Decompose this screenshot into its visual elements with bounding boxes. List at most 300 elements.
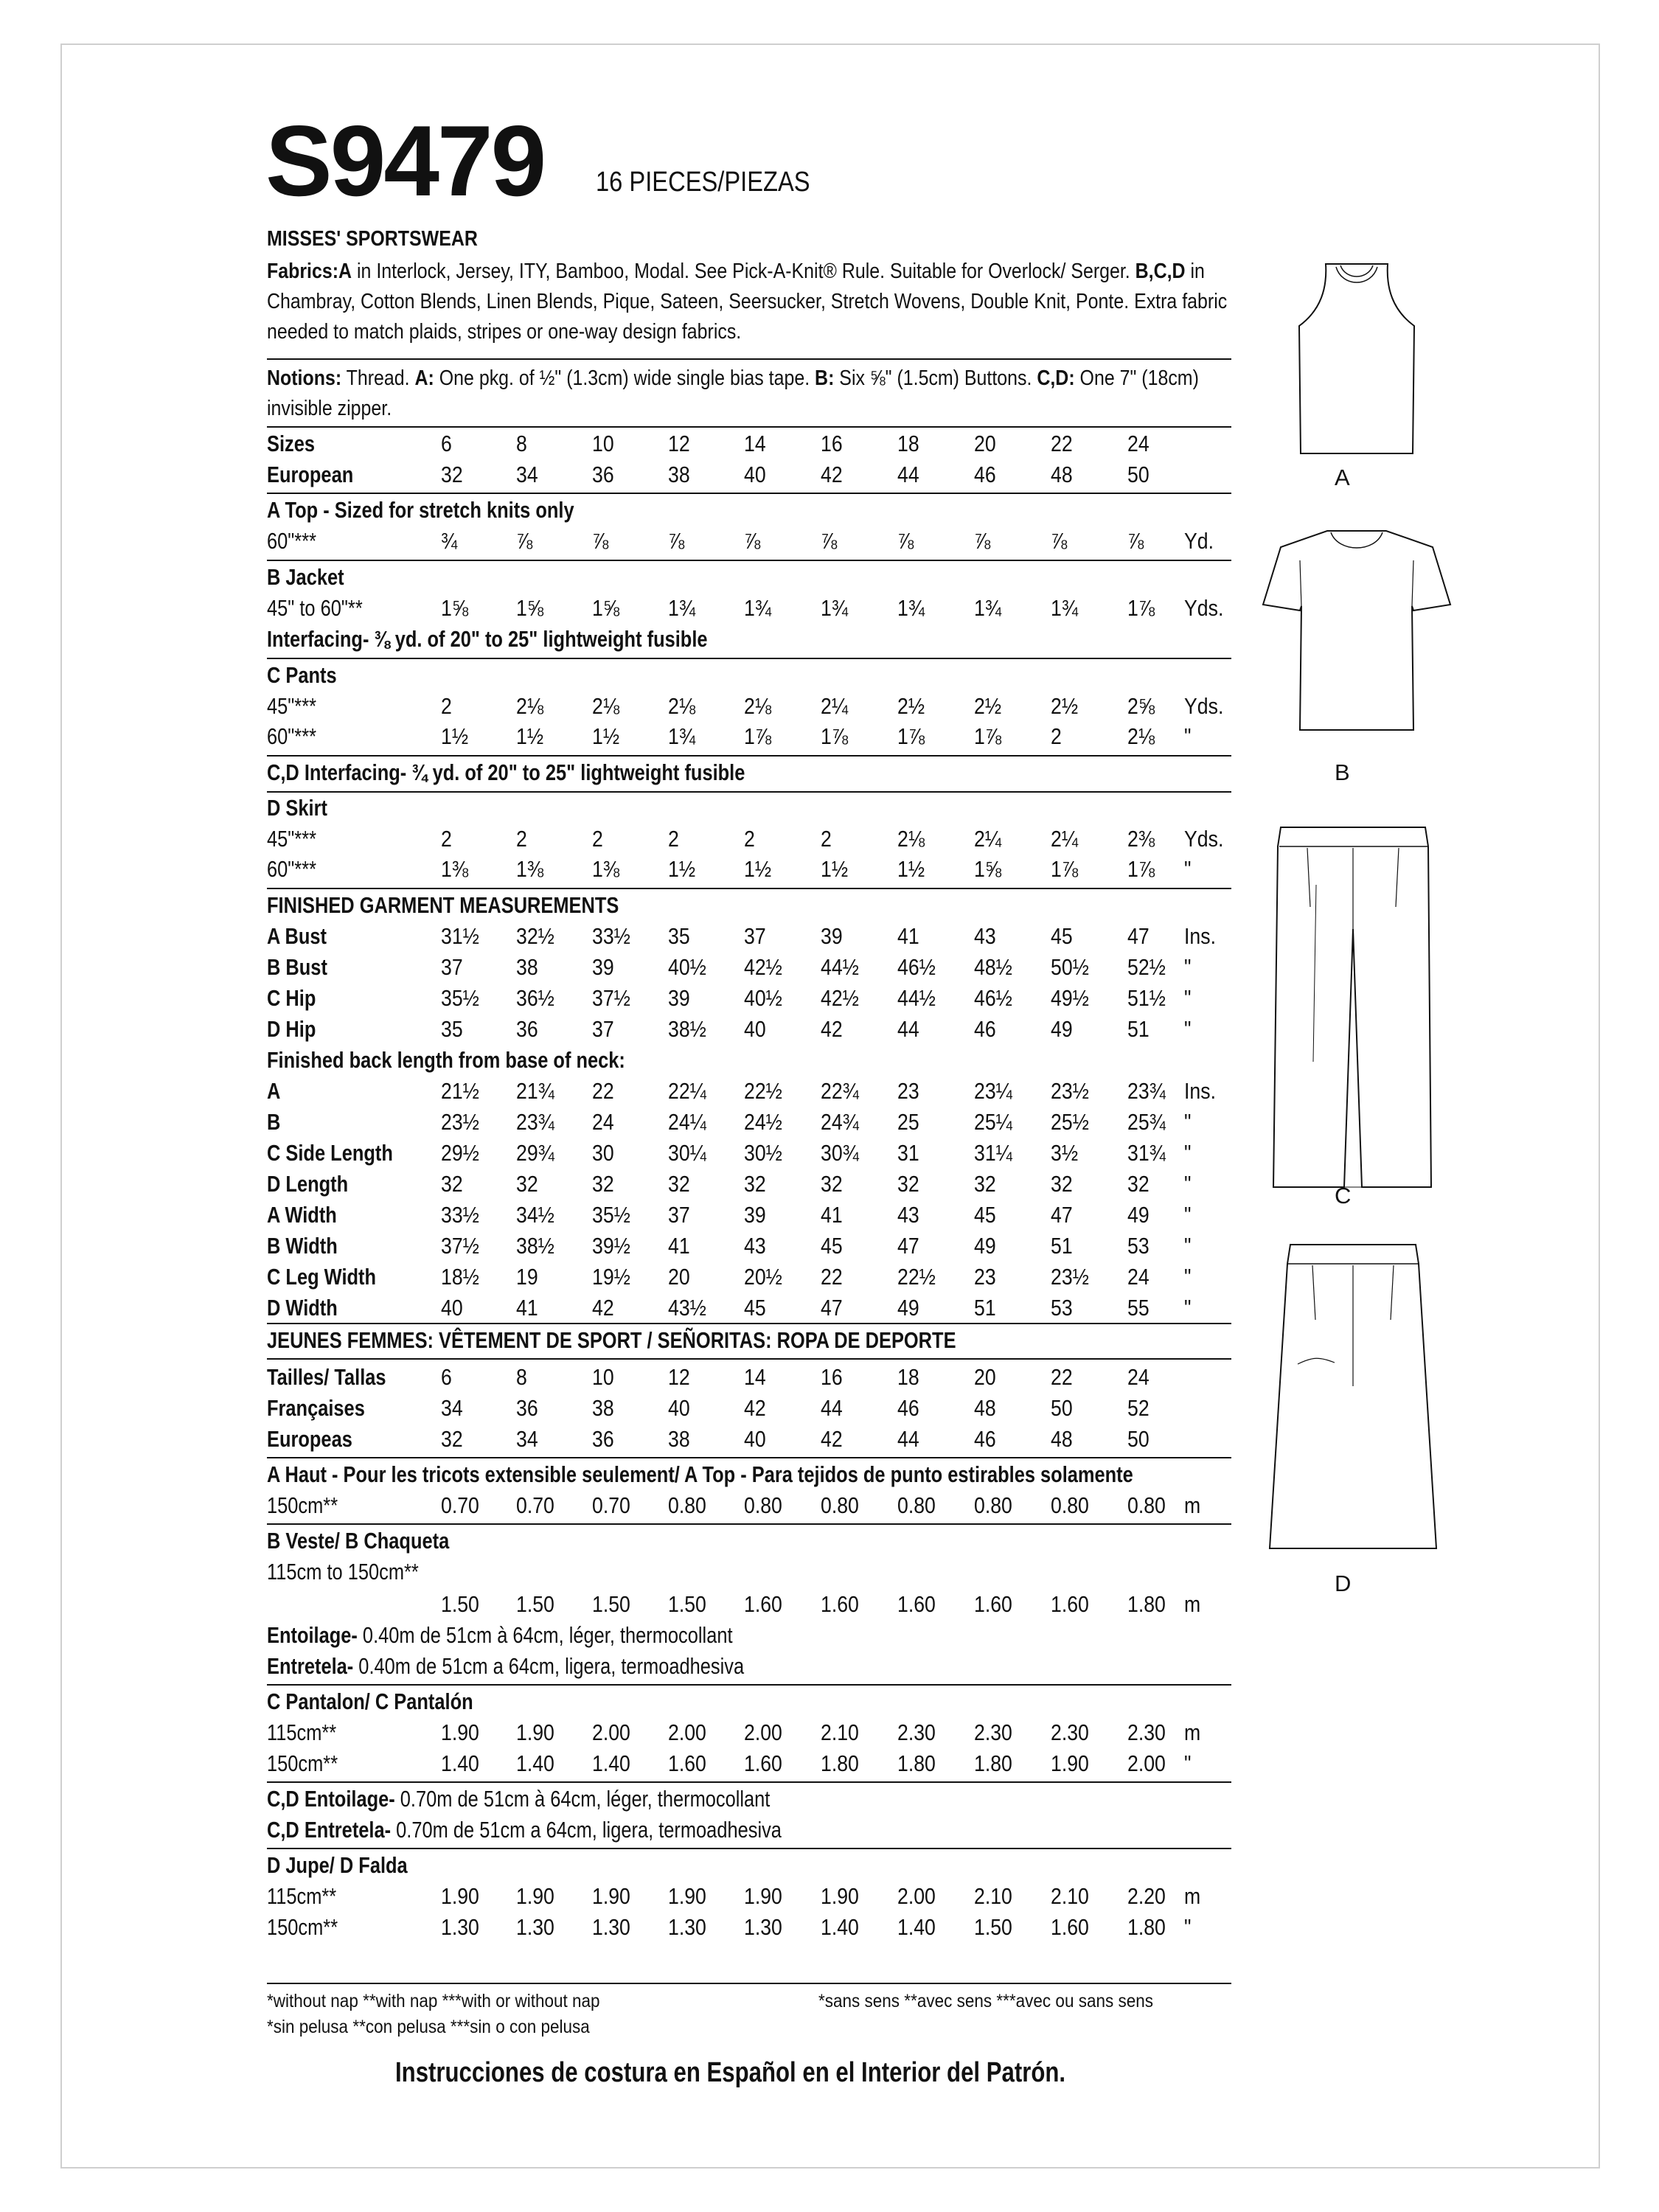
- row-label: B Width: [267, 1233, 338, 1259]
- table-cell: 1⅞: [1127, 856, 1155, 882]
- row-label: European: [267, 462, 354, 487]
- table-cell: 2⅛: [897, 826, 925, 852]
- table-cell: 51: [1127, 1016, 1150, 1042]
- row-label: D Hip: [267, 1016, 316, 1042]
- paragraph-text: Six ⅝" (1.5cm) Buttons.: [834, 366, 1037, 390]
- table-cell: 53: [1051, 1295, 1073, 1321]
- table-cell: 2¼: [1051, 826, 1079, 852]
- section-title: B Veste/ B Chaqueta: [267, 1528, 450, 1554]
- entoilage-note: Entoilage- 0.40m de 51cm à 64cm, léger, thermocollant: [267, 1622, 733, 1648]
- row-label: 150cm**: [267, 1914, 338, 1940]
- paragraph-label: Fabrics:: [267, 260, 339, 283]
- table-cell: 30½: [744, 1140, 782, 1166]
- table-cell: 23¾: [516, 1109, 554, 1135]
- divider: [267, 658, 1231, 659]
- table-cell: 1½: [592, 723, 620, 749]
- row-label: 45"***: [267, 826, 316, 852]
- table-cell: 44: [897, 1016, 919, 1042]
- table-cell: 2: [441, 826, 452, 852]
- table-cell: 1½: [516, 723, 544, 749]
- table-cell: 1.50: [668, 1591, 706, 1617]
- table-cell: 2: [668, 826, 679, 852]
- table-cell: 3½: [1051, 1140, 1079, 1166]
- paragraph-label: Notions:: [267, 366, 342, 390]
- table-cell: 22¾: [821, 1078, 859, 1104]
- footnote-en: *without nap **with nap ***with or without nap: [267, 1991, 600, 2011]
- table-cell: 10: [592, 1364, 614, 1390]
- unit-label: ": [1184, 1233, 1192, 1259]
- table-cell: 32: [974, 1171, 996, 1197]
- table-cell: 21½: [441, 1078, 479, 1104]
- table-cell: ⅞: [1051, 528, 1068, 554]
- table-cell: 50: [1127, 462, 1150, 487]
- table-cell: 1.30: [516, 1914, 554, 1940]
- table-cell: 24¼: [668, 1109, 706, 1135]
- table-cell: 2¼: [974, 826, 1002, 852]
- table-cell: 46: [897, 1395, 919, 1421]
- table-cell: 23½: [1051, 1078, 1089, 1104]
- table-cell: 1.50: [974, 1914, 1012, 1940]
- table-cell: 23: [974, 1264, 996, 1290]
- footnote-es: *sin pelusa **con pelusa ***sin o con pelusa: [267, 2017, 590, 2037]
- table-cell: 1.40: [821, 1914, 859, 1940]
- table-cell: 1.90: [516, 1883, 554, 1909]
- table-cell: 1.60: [744, 1591, 782, 1617]
- table-cell: 42½: [821, 985, 859, 1011]
- table-cell: 1⅞: [744, 723, 772, 749]
- row-label: 115cm**: [267, 1719, 337, 1745]
- table-cell: 32½: [516, 923, 554, 949]
- table-cell: 34½: [516, 1202, 554, 1228]
- row-label: 115cm to 150cm**: [267, 1559, 419, 1585]
- table-cell: 46: [974, 1426, 996, 1452]
- view-b-illustration: [1257, 516, 1456, 745]
- table-cell: 45: [821, 1233, 843, 1259]
- view-letters: A: [338, 260, 352, 283]
- table-cell: 2½: [974, 693, 1002, 719]
- notions-paragraph: [267, 364, 1233, 424]
- table-cell: 49: [897, 1295, 919, 1321]
- table-cell: 12: [668, 431, 690, 456]
- table-cell: 45: [744, 1295, 766, 1321]
- table-cell: 2: [592, 826, 603, 852]
- table-cell: 32: [821, 1171, 843, 1197]
- table-cell: 32: [441, 462, 463, 487]
- table-cell: 20: [668, 1264, 690, 1290]
- table-cell: 24: [1127, 1264, 1150, 1290]
- table-cell: 37: [668, 1202, 690, 1228]
- unit-label: m: [1184, 1492, 1201, 1518]
- table-cell: 2⅛: [744, 693, 772, 719]
- interfacing-note: Interfacing- ⅜ yd. of 20" to 25" lightweight fusible: [267, 626, 708, 652]
- unit-label: ": [1184, 954, 1192, 980]
- unit-label: ": [1184, 1016, 1192, 1042]
- table-cell: 8: [516, 431, 527, 456]
- section-subtitle: Finished back length from base of neck:: [267, 1047, 625, 1073]
- table-cell: 2.00: [668, 1719, 706, 1745]
- section-title: D Jupe/ D Falda: [267, 1852, 408, 1878]
- table-cell: 49: [1051, 1016, 1073, 1042]
- pieces-count: 16 PIECES/PIEZAS: [596, 167, 810, 198]
- table-cell: 2: [821, 826, 832, 852]
- table-cell: 2.30: [974, 1719, 1012, 1745]
- table-cell: 1.80: [821, 1750, 859, 1776]
- table-cell: 48: [1051, 1426, 1073, 1452]
- table-cell: 16: [821, 431, 843, 456]
- table-cell: 40: [744, 462, 766, 487]
- table-cell: 2⅜: [1127, 826, 1155, 852]
- table-cell: 1¾: [744, 595, 772, 621]
- table-cell: 36: [516, 1395, 538, 1421]
- section-title: B Jacket: [267, 564, 344, 590]
- row-label: B Bust: [267, 954, 327, 980]
- table-cell: 38: [592, 1395, 614, 1421]
- table-cell: 44: [821, 1395, 843, 1421]
- table-cell: 24: [1127, 1364, 1150, 1390]
- table-cell: 1¾: [897, 595, 925, 621]
- table-cell: 22¼: [668, 1078, 706, 1104]
- table-cell: 1.30: [668, 1914, 706, 1940]
- table-cell: 49: [974, 1233, 996, 1259]
- table-cell: 1.90: [821, 1883, 859, 1909]
- divider: [267, 1684, 1231, 1686]
- table-cell: 42: [821, 462, 843, 487]
- table-cell: 0.80: [1051, 1492, 1089, 1518]
- table-cell: 1.60: [974, 1591, 1012, 1617]
- table-cell: 37: [744, 923, 766, 949]
- table-cell: 46½: [897, 954, 936, 980]
- row-label: C Hip: [267, 985, 316, 1011]
- table-cell: 0.70: [441, 1492, 479, 1518]
- table-cell: 2: [441, 693, 452, 719]
- table-cell: 45: [974, 1202, 996, 1228]
- unit-label: ": [1184, 1202, 1192, 1228]
- table-cell: 32: [668, 1171, 690, 1197]
- table-cell: 1⅝: [974, 856, 1002, 882]
- table-cell: 40: [744, 1016, 766, 1042]
- row-label: 150cm**: [267, 1750, 338, 1776]
- table-cell: 22: [821, 1264, 843, 1290]
- table-cell: 35½: [441, 985, 479, 1011]
- table-cell: 2.00: [744, 1719, 782, 1745]
- section-title: C Pants: [267, 662, 337, 688]
- table-cell: 43: [897, 1202, 919, 1228]
- table-cell: 1¾: [821, 595, 849, 621]
- unit-label: ": [1184, 1140, 1192, 1166]
- divider: [267, 888, 1231, 889]
- table-cell: 6: [441, 431, 452, 456]
- table-cell: 33½: [441, 1202, 479, 1228]
- table-cell: 1⅜: [441, 856, 469, 882]
- table-cell: 35: [668, 923, 690, 949]
- table-cell: 23¾: [1127, 1078, 1166, 1104]
- table-cell: 1.30: [441, 1914, 479, 1940]
- table-cell: 47: [897, 1233, 919, 1259]
- paragraph-text: in Chambray, Cotton Blends, Linen Blends, Pique, Sateen, Seersucker, Stretch Wovens, Double Knit, Ponte. Extra fabric needed to match plaids, stripes or one-way design fabrics.: [267, 260, 1228, 344]
- table-cell: 33½: [592, 923, 630, 949]
- table-cell: 31½: [441, 923, 479, 949]
- table-cell: 53: [1127, 1233, 1150, 1259]
- divider: [267, 755, 1231, 757]
- table-cell: 1.80: [1127, 1591, 1166, 1617]
- table-cell: 0.80: [1127, 1492, 1166, 1518]
- table-cell: 36½: [516, 985, 554, 1011]
- unit-label: Yds.: [1184, 595, 1224, 621]
- table-cell: 23¼: [974, 1078, 1012, 1104]
- table-cell: 38: [668, 1426, 690, 1452]
- row-label: A Bust: [267, 923, 327, 949]
- table-cell: 37½: [441, 1233, 479, 1259]
- table-cell: 22½: [744, 1078, 782, 1104]
- table-cell: 0.80: [744, 1492, 782, 1518]
- table-cell: 40: [668, 1395, 690, 1421]
- table-cell: 2.30: [1127, 1719, 1166, 1745]
- table-cell: ⅞: [744, 528, 761, 554]
- table-cell: 0.80: [974, 1492, 1012, 1518]
- divider: [267, 1781, 1231, 1783]
- table-cell: 38: [516, 954, 538, 980]
- table-cell: 2.00: [1127, 1750, 1166, 1776]
- table-cell: 46: [974, 462, 996, 487]
- unit-label: Ins.: [1184, 923, 1216, 949]
- table-cell: 25½: [1051, 1109, 1089, 1135]
- unit-label: ": [1184, 1264, 1192, 1290]
- table-cell: 25: [897, 1109, 919, 1135]
- divider: [267, 426, 1231, 428]
- table-cell: 2.30: [897, 1719, 936, 1745]
- table-cell: 55: [1127, 1295, 1150, 1321]
- row-label: D Length: [267, 1171, 349, 1197]
- table-cell: 29¾: [516, 1140, 554, 1166]
- table-cell: 36: [592, 462, 614, 487]
- table-cell: 39: [668, 985, 690, 1011]
- table-cell: 2⅝: [1127, 693, 1155, 719]
- table-cell: 1⅝: [592, 595, 620, 621]
- table-cell: 36: [516, 1016, 538, 1042]
- divider: [267, 1457, 1231, 1458]
- table-cell: 29½: [441, 1140, 479, 1166]
- table-cell: 2⅛: [668, 693, 696, 719]
- row-label: B: [267, 1109, 281, 1135]
- table-cell: 1.80: [974, 1750, 1012, 1776]
- table-cell: 23: [897, 1078, 919, 1104]
- table-cell: 18: [897, 1364, 919, 1390]
- unit-label: ": [1184, 1750, 1192, 1776]
- unit-label: ": [1184, 1914, 1192, 1940]
- table-cell: 14: [744, 431, 766, 456]
- row-label: 60"***: [267, 723, 316, 749]
- table-cell: 42: [744, 1395, 766, 1421]
- unit-label: m: [1184, 1719, 1201, 1745]
- table-cell: 1⅝: [441, 595, 469, 621]
- table-cell: 23½: [441, 1109, 479, 1135]
- table-cell: 49½: [1051, 985, 1089, 1011]
- section-title: JEUNES FEMMES: VÊTEMENT DE SPORT / SEÑORITAS: ROPA DE DEPORTE: [267, 1327, 956, 1353]
- divider: [267, 1983, 1231, 1984]
- table-cell: 2: [516, 826, 527, 852]
- view-label-b: B: [1335, 759, 1350, 785]
- table-cell: 47: [1051, 1202, 1073, 1228]
- row-label: 45"***: [267, 693, 316, 719]
- divider: [267, 1523, 1231, 1525]
- table-cell: 2: [1051, 723, 1062, 749]
- table-cell: 32: [441, 1171, 463, 1197]
- view-label-d: D: [1335, 1571, 1352, 1596]
- table-cell: 48: [974, 1395, 996, 1421]
- view-c-illustration: [1265, 818, 1441, 1194]
- unit-label: Yds.: [1184, 693, 1224, 719]
- table-cell: 1.40: [441, 1750, 479, 1776]
- table-cell: 1.50: [592, 1591, 630, 1617]
- unit-label: ": [1184, 1171, 1192, 1197]
- table-cell: 44: [897, 462, 919, 487]
- table-cell: 20: [974, 431, 996, 456]
- table-cell: 1.80: [1127, 1914, 1166, 1940]
- table-cell: 22: [592, 1078, 614, 1104]
- divider: [267, 1323, 1231, 1324]
- table-cell: 46½: [974, 985, 1012, 1011]
- table-cell: 1.60: [668, 1750, 706, 1776]
- divider: [267, 791, 1231, 793]
- table-cell: 21¾: [516, 1078, 554, 1104]
- table-cell: 36: [592, 1426, 614, 1452]
- table-cell: 32: [744, 1171, 766, 1197]
- table-cell: 42: [592, 1295, 614, 1321]
- table-cell: 43: [974, 923, 996, 949]
- table-cell: 40: [441, 1295, 463, 1321]
- table-cell: 2.20: [1127, 1883, 1166, 1909]
- interfacing-note: C,D Interfacing- ¾ yd. of 20" to 25" lightweight fusible: [267, 759, 745, 785]
- table-cell: 1.50: [516, 1591, 554, 1617]
- table-cell: 31¼: [974, 1140, 1012, 1166]
- table-cell: 0.80: [821, 1492, 859, 1518]
- table-cell: 43: [744, 1233, 766, 1259]
- table-cell: 41: [821, 1202, 843, 1228]
- table-cell: 1⅜: [592, 856, 620, 882]
- table-cell: 37: [441, 954, 463, 980]
- divider: [267, 1848, 1231, 1849]
- table-cell: 1.90: [441, 1719, 479, 1745]
- table-cell: 47: [1127, 923, 1150, 949]
- spanish-instructions-note: Instrucciones de costura en Español en el Interior del Patrón.: [395, 2057, 1066, 2088]
- table-cell: 10: [592, 431, 614, 456]
- row-label: A: [267, 1078, 281, 1104]
- divider: [267, 493, 1231, 494]
- table-cell: 35: [441, 1016, 463, 1042]
- view-letters: B:: [815, 366, 835, 390]
- table-cell: 1¾: [974, 595, 1002, 621]
- table-cell: 1⅝: [516, 595, 544, 621]
- table-cell: 47: [821, 1295, 843, 1321]
- table-cell: 2.10: [974, 1883, 1012, 1909]
- table-cell: ⅞: [516, 528, 533, 554]
- table-cell: 42½: [744, 954, 782, 980]
- unit-label: m: [1184, 1883, 1201, 1909]
- row-label: 45" to 60"**: [267, 595, 363, 621]
- view-label-a: A: [1335, 465, 1350, 490]
- table-cell: 50: [1127, 1426, 1150, 1452]
- table-cell: 44½: [897, 985, 936, 1011]
- paragraph-text: One pkg. of ½" (1.3cm) wide single bias tape.: [434, 366, 815, 390]
- unit-label: Yd.: [1184, 528, 1214, 554]
- table-cell: 1⅞: [1127, 595, 1155, 621]
- table-cell: 1⅞: [974, 723, 1002, 749]
- table-cell: 1.60: [744, 1750, 782, 1776]
- entretela-note: Entretela- 0.40m de 51cm a 64cm, ligera, termoadhesiva: [267, 1653, 745, 1679]
- table-cell: 1.90: [441, 1883, 479, 1909]
- table-cell: 24½: [744, 1109, 782, 1135]
- row-label: 115cm**: [267, 1883, 337, 1909]
- table-cell: 0.80: [668, 1492, 706, 1518]
- table-cell: 43½: [668, 1295, 706, 1321]
- table-cell: 2½: [897, 693, 925, 719]
- table-cell: 30¼: [668, 1140, 706, 1166]
- table-cell: 2⅛: [592, 693, 620, 719]
- table-cell: 51½: [1127, 985, 1166, 1011]
- table-cell: 1⅞: [897, 723, 925, 749]
- table-cell: 2⅛: [516, 693, 544, 719]
- table-cell: 41: [897, 923, 919, 949]
- table-cell: 25¼: [974, 1109, 1012, 1135]
- table-cell: 50: [1051, 1395, 1073, 1421]
- table-cell: 39: [821, 923, 843, 949]
- table-cell: 1½: [744, 856, 772, 882]
- table-cell: 19½: [592, 1264, 630, 1290]
- cd-entretela-note: C,D Entretela- 0.70m de 51cm a 64cm, ligera, termoadhesiva: [267, 1817, 782, 1843]
- table-cell: 51: [974, 1295, 996, 1321]
- table-cell: 1¾: [668, 723, 696, 749]
- table-cell: 48½: [974, 954, 1012, 980]
- table-cell: 2.30: [1051, 1719, 1089, 1745]
- table-cell: 1.90: [592, 1883, 630, 1909]
- view-letters: A:: [414, 366, 434, 390]
- section-title: FINISHED GARMENT MEASUREMENTS: [267, 892, 619, 918]
- table-cell: 0.80: [897, 1492, 936, 1518]
- table-cell: 51: [1051, 1233, 1073, 1259]
- table-cell: 32: [441, 1426, 463, 1452]
- table-cell: 24: [1127, 431, 1150, 456]
- row-label: Tailles/ Tallas: [267, 1364, 386, 1390]
- table-cell: 1.40: [897, 1914, 936, 1940]
- table-cell: 37: [592, 1016, 614, 1042]
- table-cell: 23½: [1051, 1264, 1089, 1290]
- table-cell: 39½: [592, 1233, 630, 1259]
- table-cell: 45: [1051, 923, 1073, 949]
- divider: [267, 1358, 1231, 1360]
- table-cell: 32: [1051, 1171, 1073, 1197]
- table-cell: 1½: [821, 856, 849, 882]
- footnote-fr: *sans sens **avec sens ***avec ou sans sens: [818, 1991, 1154, 2011]
- table-cell: 2⅛: [1127, 723, 1155, 749]
- paragraph-text: in Interlock, Jersey, ITY, Bamboo, Modal. See Pick-A-Knit® Rule. Suitable for Overlock/ Serger.: [352, 260, 1135, 283]
- table-cell: 24: [592, 1109, 614, 1135]
- unit-label: Yds.: [1184, 826, 1224, 852]
- table-cell: 6: [441, 1364, 452, 1390]
- table-cell: 46: [974, 1016, 996, 1042]
- table-cell: 39: [592, 954, 614, 980]
- table-cell: 18½: [441, 1264, 479, 1290]
- table-cell: 1.90: [744, 1883, 782, 1909]
- table-cell: 20½: [744, 1264, 782, 1290]
- row-label: 60"***: [267, 528, 316, 554]
- table-cell: ⅞: [821, 528, 838, 554]
- table-cell: 12: [668, 1364, 690, 1390]
- table-cell: 2.10: [1051, 1883, 1089, 1909]
- table-cell: 41: [516, 1295, 538, 1321]
- table-cell: 42: [821, 1016, 843, 1042]
- table-cell: 49: [1127, 1202, 1150, 1228]
- row-label: Sizes: [267, 431, 316, 456]
